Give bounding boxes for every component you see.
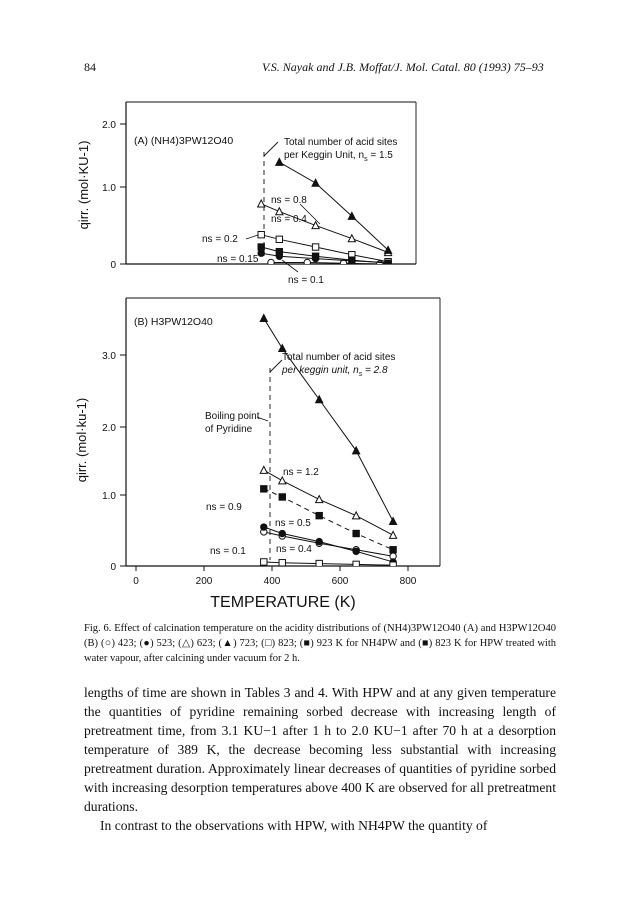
data-point-b-2-3	[353, 512, 360, 519]
panel-a-ns-08: ns = 0.8	[271, 195, 307, 206]
data-point-b-1-2	[316, 538, 322, 544]
data-point-a-4-0	[258, 231, 264, 237]
y-tick-label: 3.0	[102, 351, 116, 362]
data-point-b-4-3	[353, 561, 359, 567]
page-number: 84	[84, 60, 96, 74]
data-point-b-2-4	[389, 531, 396, 538]
body-text	[84, 683, 556, 835]
data-point-a-1-0	[258, 250, 264, 256]
data-point-a-2-2	[312, 222, 319, 229]
panel-a-annotation-line2: per Keggin Unit, $n_s = 1.5$	[284, 150, 393, 163]
panel-b-annotation-line1: Total number of acid sites	[282, 352, 396, 363]
data-point-a-4-2	[312, 244, 318, 250]
y-tick-label: 0	[110, 562, 116, 573]
panel-a-ns-01: ns = 0.1	[288, 275, 324, 286]
y-tick-label: 1.0	[102, 491, 116, 502]
x-tick-label: 400	[263, 576, 281, 587]
panel-b-y-ticks	[102, 351, 126, 573]
panel-a-ns-015: ns = 0.15	[217, 254, 259, 265]
data-point-a-0-1	[304, 259, 310, 265]
data-point-b-5-2	[316, 512, 322, 518]
data-point-b-2-2	[316, 496, 323, 503]
data-point-a-5-0	[258, 244, 264, 250]
panel-b-ns-01: ns = 0.1	[210, 546, 246, 557]
x-tick-label: 0	[133, 576, 139, 587]
data-point-b-4-2	[316, 560, 322, 566]
data-point-a-5-1	[276, 248, 282, 254]
data-point-b-1-3	[353, 548, 359, 554]
data-point-a-2-3	[348, 235, 355, 242]
y-tick-label: 2.0	[102, 423, 116, 434]
series-line-a-3	[279, 162, 388, 250]
data-point-b-3-1	[279, 345, 286, 352]
panel-b-ns-05: ns = 0.5	[275, 518, 311, 529]
panel-b-ns-09: ns = 0.9	[206, 502, 242, 513]
panel-b-x-label: TEMPERATURE (K)	[210, 594, 356, 611]
data-point-b-2-0	[260, 466, 267, 473]
panel-a-leader-02	[246, 235, 258, 239]
data-point-a-3-1	[312, 179, 319, 186]
data-point-b-4-1	[279, 560, 285, 566]
data-point-b-5-4	[390, 547, 396, 553]
data-point-b-3-0	[260, 315, 267, 322]
data-point-a-0-0	[268, 259, 274, 265]
data-point-a-5-4	[385, 260, 391, 266]
panel-b-annotation-pointer	[270, 360, 282, 372]
panel-b-x-ticks	[133, 566, 417, 587]
data-point-b-3-4	[389, 518, 396, 525]
data-point-b-1-0	[261, 524, 267, 530]
figure-caption: Fig. 6. Effect of calcination temperature on the acidity distributions of (NH4)3PW12O40 (A) and H3PW12O40 (B) (○) 423; (●) 523; (△) 623; (▲) 723; (□) 823; (■) 923 K for NH4PW and (■) 823 K for HPW treated with water vapour, after calcining under vacuum for 2 h.	[84, 623, 556, 664]
panel-a-series	[258, 158, 392, 267]
running-head: V.S. Nayak and J.B. Moffat/J. Mol. Catal. 80 (1993) 75–93	[262, 60, 544, 74]
panel-b-boiling-line2: of Pyridine	[205, 424, 253, 435]
panel-a-y-ticks	[102, 120, 126, 271]
x-tick-label: 800	[399, 576, 417, 587]
panel-b-ns-04: ns = 0.4	[276, 544, 312, 555]
data-point-a-4-1	[276, 236, 282, 242]
data-point-a-3-0	[276, 158, 283, 165]
panel-b	[74, 298, 440, 611]
body-paragraph-2: In contrast to the observations with HPW, with NH4PW the quantity of	[100, 818, 488, 833]
panel-a-leader-01	[282, 260, 298, 272]
x-tick-label: 200	[195, 576, 213, 587]
data-point-a-5-3	[349, 257, 355, 263]
panel-a-annotation-pointer	[264, 142, 278, 156]
data-point-b-1-1	[279, 530, 285, 536]
data-point-b-5-3	[353, 530, 359, 536]
data-point-b-5-0	[261, 486, 267, 492]
panel-b-boiling-line1: Boiling point	[205, 411, 260, 422]
panel-b-title: (B) H3PW12O40	[134, 316, 213, 328]
panel-b-ns-12: ns = 1.2	[283, 467, 319, 478]
panel-a-ns-02: ns = 0.2	[202, 234, 238, 245]
data-point-b-4-4	[390, 562, 396, 568]
y-tick-label: 0	[110, 260, 116, 271]
panel-a-y-label: qirr. (mol·KU-1)	[76, 140, 91, 230]
panel-a	[76, 102, 416, 286]
panel-b-y-label: qirr. (mol·ku-1)	[74, 397, 89, 483]
data-point-b-4-0	[261, 559, 267, 565]
data-point-b-5-1	[279, 494, 285, 500]
panel-b-annotation-line2: per keggin unit, $n_s = 2.8$	[282, 365, 388, 378]
panel-a-annotation-line1: Total number of acid sites	[284, 137, 398, 148]
data-point-a-5-2	[312, 253, 318, 259]
y-tick-label: 2.0	[102, 120, 116, 131]
panel-a-title: (A) (NH4)3PW12O40	[134, 135, 234, 147]
x-tick-label: 600	[331, 576, 349, 587]
y-tick-label: 1.0	[102, 183, 116, 194]
panel-a-ns-04: ns = 0.4	[271, 214, 307, 225]
body-paragraph-1: lengths of time are shown in Tables 3 and 4. With HPW and at any given temperature the quantities of pyridine remaining sorbed decrease with increasing length of pretreatment time, from 3.1 KU−1 after 1 h to 2.0 KU−1 after 70 h at a desorption temperature of 389 K, the decrease becoming less substantial with increasing pretreatment duration. Approximately linear decreases of quantities of pyridine sorbed with increasing desorption temperatures above 400 K are observed for all pretreatment durations.	[84, 685, 556, 814]
